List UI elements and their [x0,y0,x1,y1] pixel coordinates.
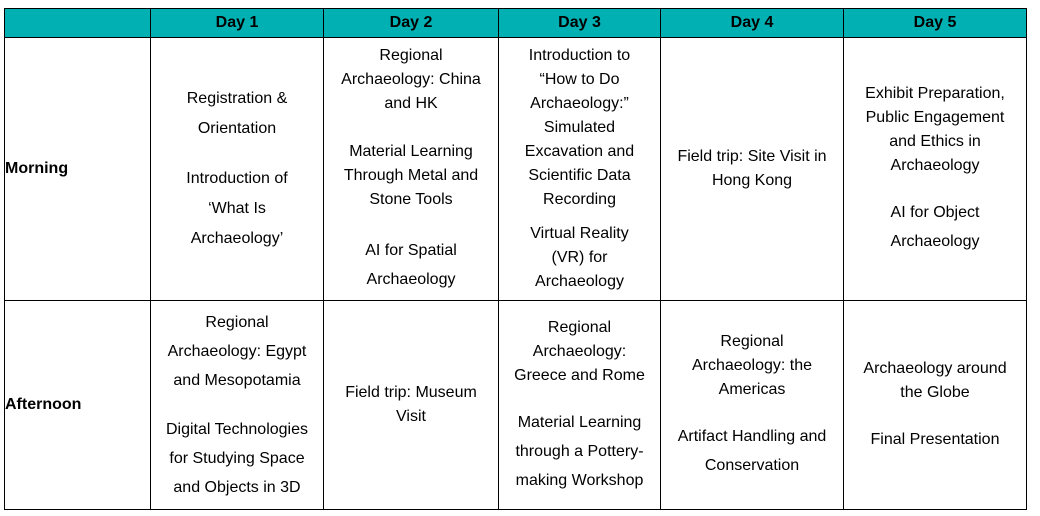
morning-day3-line-6: Scientific Data [528,167,631,184]
morning-day3-line-9: (VR) for [551,249,608,266]
morning-day1-line-4: ‘What Is [208,200,266,217]
morning-day2-cell [324,38,499,301]
afternoon-day1-line-4: Digital Technologies [165,421,308,438]
row-label-morning: Morning [5,38,151,301]
morning-day5-cell [844,38,1027,301]
afternoon-day4-line-2: Archaeology: the [691,357,813,374]
morning-day5-line-2: Public Engagement [865,109,1005,126]
afternoon-day4-line-5: Conservation [704,457,800,474]
morning-row [5,38,1027,301]
header-day-1: Day 1 [151,9,324,38]
afternoon-day5-line-3: Final Presentation [870,430,1000,448]
morning-day2-line-5: Through Metal and [343,167,479,184]
morning-day2-line-3: and HK [384,95,438,112]
afternoon-day5-line-2: the Globe [900,383,970,401]
header-day-4: Day 4 [661,9,844,38]
afternoon-day3-line-2: Archaeology: [532,342,627,360]
afternoon-day4-line-1: Regional [720,333,784,350]
header-row [5,9,1027,38]
morning-day3-line-2: “How to Do [539,71,620,88]
morning-day5-line-1: Exhibit Preparation, [865,85,1005,102]
morning-day2-line-7: AI for Spatial [365,242,457,259]
morning-day3-line-7: Recording [543,191,616,208]
morning-day4-cell [661,38,844,301]
afternoon-day5-line-1: Archaeology around [863,359,1007,377]
morning-day2-line-1: Regional [379,47,443,64]
afternoon-day1-line-1: Regional [205,314,269,331]
afternoon-row [5,301,1027,510]
morning-day5-line-6: Archaeology [890,233,980,250]
afternoon-day1-line-3: and Mesopotamia [173,372,301,389]
morning-day2-line-4: Material Learning [349,143,473,160]
morning-day4-line-1: Field trip: Site Visit in [677,148,827,165]
morning-day3-cell [499,38,661,301]
morning-day5-line-3: and Ethics in [889,133,981,150]
afternoon-day1-cell [151,301,324,510]
afternoon-day3-line-1: Regional [547,318,612,336]
morning-day3-line-3: Archaeology:” [530,95,629,112]
morning-day1-cell [151,38,324,301]
morning-day2-line-8: Archaeology [366,271,456,288]
afternoon-day3-line-4: Material Learning [517,413,642,431]
morning-day3-line-4: Simulated [543,119,616,136]
afternoon-day4-line-4: Artifact Handling and [677,428,827,445]
schedule-table [4,8,1027,510]
afternoon-day1-line-2: Archaeology: Egypt [167,343,307,360]
morning-day3-line-10: Archaeology [535,273,624,290]
afternoon-day2-cell [324,301,499,510]
morning-day1-line-3: Introduction of [186,170,288,187]
afternoon-day1-line-6: and Objects in 3D [173,479,301,496]
afternoon-day3-line-5: through a Pottery- [515,442,644,460]
morning-day1-line-1: Registration & [186,90,288,107]
morning-day2-line-2: Archaeology: China [341,71,481,88]
afternoon-day3-cell [499,301,661,510]
afternoon-day4-line-3: Americas [718,381,786,398]
morning-day3-line-5: Excavation and [524,143,635,160]
afternoon-day3-line-6: making Workshop [515,471,644,489]
afternoon-day2-line-2: Visit [396,408,426,425]
afternoon-day2-line-1: Field trip: Museum [345,384,477,401]
header-day-5: Day 5 [844,9,1027,38]
morning-day3-line-8: Virtual Reality [530,225,629,242]
afternoon-day4-cell [661,301,844,510]
afternoon-day3-line-3: Greece and Rome [514,366,645,384]
header-day-2: Day 2 [324,9,499,38]
morning-day4-line-2: Hong Kong [711,172,793,189]
row-label-afternoon: Afternoon [5,301,151,510]
afternoon-day5-cell [844,301,1027,510]
afternoon-day1-line-5: for Studying Space [169,450,305,467]
header-blank-cell [5,9,151,38]
morning-day1-line-5: Archaeology’ [190,230,284,247]
morning-day3-line-1: Introduction to [528,47,631,64]
morning-day5-line-5: AI for Object [890,204,980,221]
morning-day1-line-2: Orientation [197,120,277,137]
morning-day5-line-4: Archaeology [890,157,980,174]
header-day-3: Day 3 [499,9,661,38]
morning-day2-line-6: Stone Tools [369,191,453,208]
